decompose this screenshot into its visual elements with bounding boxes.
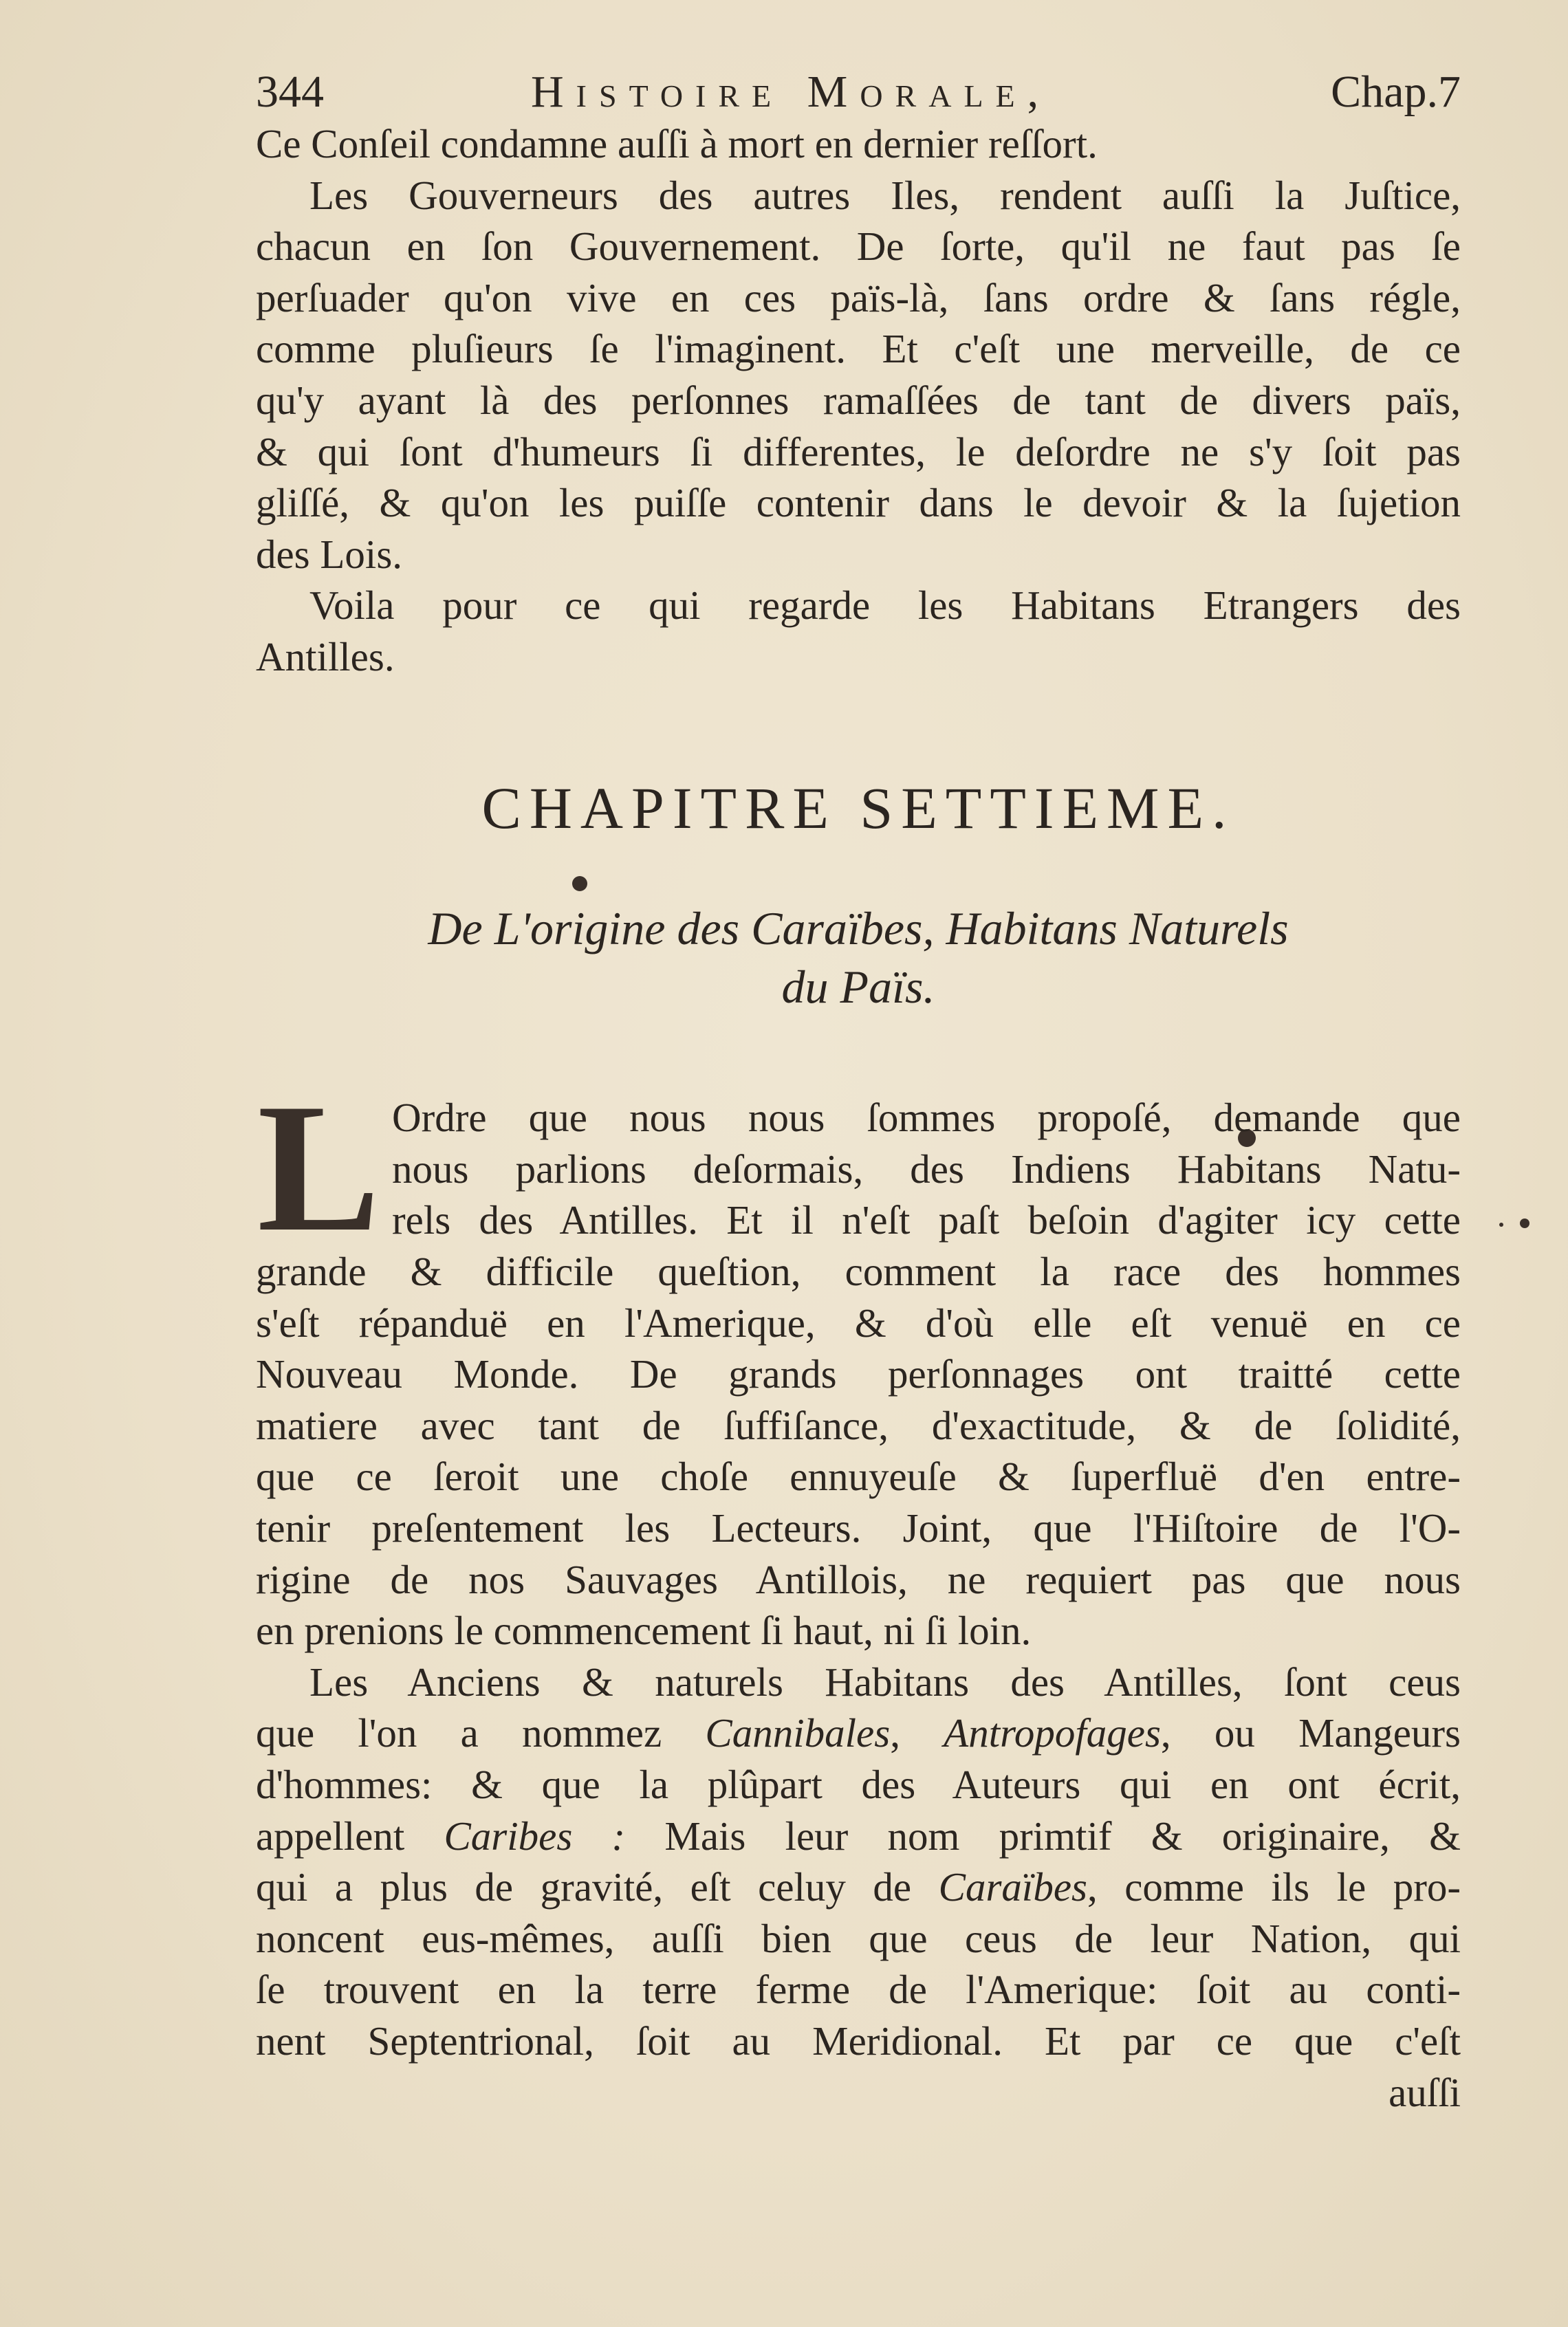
text-line [256, 1707, 1461, 1759]
italic-term: Antropofages [944, 1710, 1161, 1756]
text-run: appellent [256, 1813, 444, 1859]
chapter-subtitle: du Païs. [781, 961, 935, 1013]
text-line: en prenions le commencement ſi haut, ni ſi loin. [256, 1608, 1032, 1654]
text-line: Antilles. [256, 633, 395, 679]
text-line: chacun en ſon Gouvernement. De ſorte, qu'il ne faut pas ſe [256, 223, 1461, 270]
text-run: , ou Mangeurs [1160, 1710, 1461, 1756]
body-text [256, 1246, 1461, 2118]
running-head [256, 66, 1461, 118]
italic-term: Caribes : [444, 1813, 626, 1859]
text-run: que l'on a nommez [256, 1710, 706, 1756]
text-line: rigine de nos Sauvages Antillois, ne requiert pas que nous [256, 1556, 1461, 1602]
text-run: , comme ils le pro- [1087, 1864, 1461, 1910]
text-line: s'eſt répanduë en l'Amerique, & d'où elle eſt venuë en ce [256, 1300, 1461, 1346]
text-line: Les Anciens & naturels Habitans des Antilles, ſont ceus [309, 1659, 1461, 1705]
chapter-marker: Chap.7 [1331, 67, 1461, 117]
text-line: Voila pour ce qui regarde les Habitans Etrangers des [309, 582, 1461, 629]
chapter-subtitle: De L'origine des Caraïbes, Habitans Naturels [428, 902, 1289, 954]
text-line: nous parlions deſormais, des Indiens Habitans Natu- [392, 1146, 1461, 1192]
chapter-heading: CHAPITRE SETTIEME. [481, 775, 1235, 841]
text-run: , [890, 1710, 944, 1756]
text-line: Les Gouverneurs des autres Iles, rendent auſſi la Juſtice, [309, 172, 1461, 218]
page-number: 344 [256, 67, 324, 117]
ink-speck [1520, 1219, 1529, 1228]
text-line: ſe trouvent en la terre ferme de l'Amerique: ſoit au conti- [256, 1967, 1461, 2013]
catchword: auſſi [1389, 2069, 1461, 2115]
ink-speck [1499, 1223, 1503, 1227]
text-line: Nouveau Monde. De grands perſonnages ont traitté cette [256, 1351, 1461, 1397]
text-line [256, 1811, 1461, 1862]
text-line: matiere avec tant de ſuffiſance, d'exactitude, & de ſolidité, [256, 1402, 1461, 1448]
text-line: rels des Antilles. Et il n'eſt paſt beſoin d'agiter icy cette [392, 1197, 1461, 1243]
text-line: Ce Conſeil condamne auſſi à mort en dernier reſſort. [256, 121, 1098, 166]
text-line: qu'y ayant là des perſonnes ramaſſées de tant de divers païs, [256, 377, 1461, 423]
text-line: des Lois. [256, 531, 403, 577]
italic-term: Caraïbes [938, 1864, 1087, 1910]
text-line: noncent eus-mêmes, auſſi bien que ceus de leur Nation, qui [256, 1915, 1461, 1961]
ink-speck [572, 876, 587, 891]
drop-cap: L [257, 1065, 380, 1269]
text-line: comme pluſieurs ſe l'imaginent. Et c'eſt une merveille, de ce [256, 326, 1461, 372]
text-line: grande & difficile queſtion, comment la race des hommes [256, 1249, 1461, 1294]
text-line: d'hommes: & que la plûpart des Auteurs qui en ont écrit, [256, 1761, 1461, 1807]
text-line: Ordre que nous nous ſommes propoſé, demande que [392, 1095, 1461, 1140]
text-line: & qui ſont d'humeurs ſi differentes, le deſordre ne s'y ſoit pas [256, 428, 1461, 474]
text-line: que ce ſeroit une choſe ennuyeuſe & ſuperfluë d'en entre- [256, 1454, 1461, 1500]
text-line: tenir preſentement les Lecteurs. Joint, que l'Hiſtoire de l'O- [256, 1505, 1461, 1551]
running-title: Histoire Morale, [531, 67, 1052, 117]
text-run: qui a plus de gravité, eſt celuy de [256, 1864, 939, 1910]
text-line: perſuader qu'on vive en ces païs-là, ſans ordre & ſans régle, [256, 274, 1461, 320]
top-text [256, 118, 1461, 683]
drop-cap-text [392, 1092, 1461, 1246]
text-line [256, 1861, 1461, 1913]
text-line: gliſſé, & qu'on les puiſſe contenir dans le devoir & la ſujetion [256, 480, 1461, 526]
italic-term: Cannibales [705, 1710, 891, 1756]
text-line: nent Septentrional, ſoit au Meridional. Et par ce que c'eſt [256, 2018, 1461, 2064]
text-run: Mais leur nom primtif & originaire, & [625, 1813, 1461, 1859]
